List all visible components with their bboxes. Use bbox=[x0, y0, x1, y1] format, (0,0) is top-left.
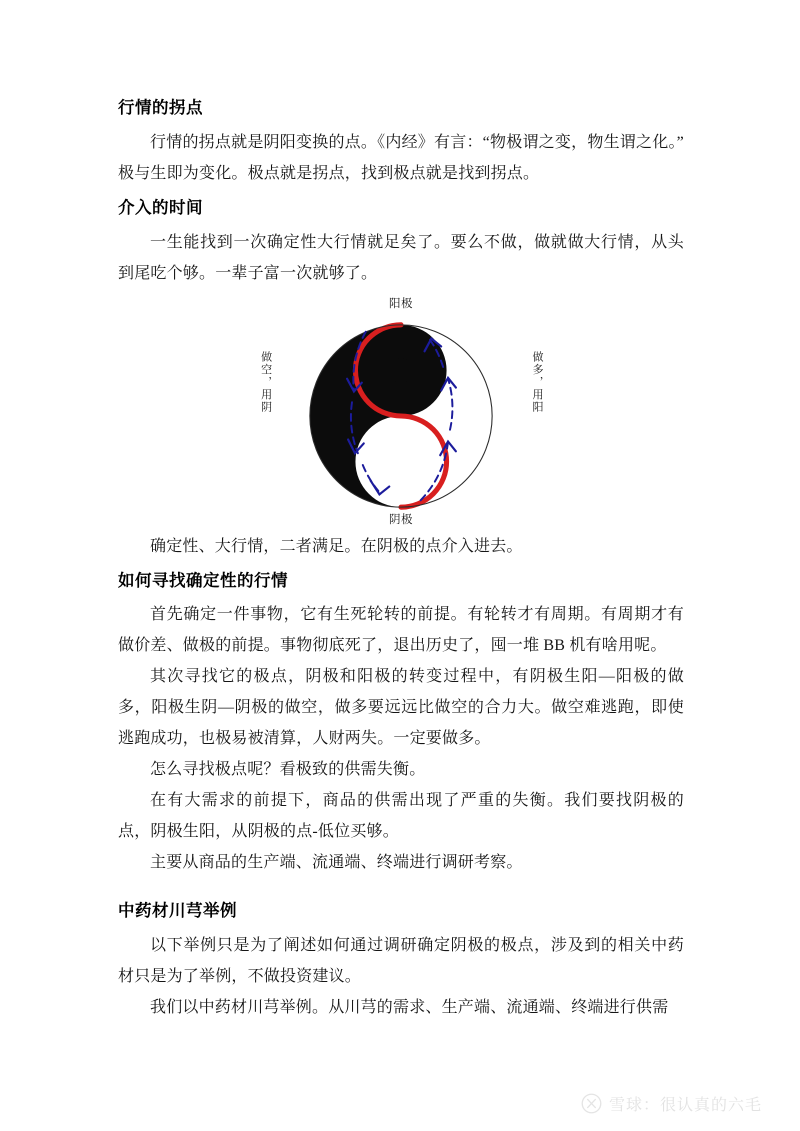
spacer bbox=[118, 562, 684, 569]
paragraph-turning-point-1: 行情的拐点就是阴阳变换的点。《内经》有言：“物极谓之变，物生谓之化。”极与生即为变化。极点就是拐点，找到极点就是找到拐点。 bbox=[118, 133, 684, 182]
spacer bbox=[118, 878, 684, 885]
heading-chuanxiong-example: 中药材川芎举例 bbox=[118, 901, 237, 921]
spacer bbox=[118, 189, 684, 196]
paragraph-certainty-4: 在有大需求的前提下，商品的供需出现了严重的失衡。我们要找阴极的点，阴极生阳，从阴极的点-低位买够。 bbox=[118, 792, 684, 841]
figure-inner bbox=[251, 295, 551, 527]
document-content bbox=[118, 96, 684, 1023]
figure-label-yang-pole: 阳极 bbox=[389, 295, 413, 310]
xueqiu-logo-icon bbox=[581, 1093, 602, 1114]
watermark-text: 雪球：很认真的六毛 bbox=[608, 1095, 762, 1114]
figure-label-yin-pole: 阴极 bbox=[389, 511, 413, 526]
taiji-symbol bbox=[303, 318, 499, 514]
heading-entry-timing: 介入的时间 bbox=[118, 197, 203, 217]
paragraph-chuanxiong-1: 以下举例只是为了阐述如何通过调研确定阴极的极点，涉及到的相关中药材只是为了举例，不做投资建议。 bbox=[118, 937, 684, 985]
figure-label-long-use-yang: 做多，用阳 bbox=[531, 350, 544, 413]
figure-caption: 确定性、大行情，二者满足。在阴极的点介入进去。 bbox=[150, 537, 523, 555]
figure-label-short-use-yin: 做空，用阴 bbox=[259, 350, 273, 413]
paragraph-certainty-1: 首先确定一件事物，它有生死轮转的前提。有轮转才有周期。有周期才有做价差、做极的前提。事物彻底死了，退出历史了，囤一堆 BB 机有啥用呢。 bbox=[118, 606, 684, 655]
paragraph-certainty-2: 其次寻找它的极点，阴极和阳极的转变过程中，有阴极生阳—阳极的做多，阳极生阴—阴极的做空，做多要远远比做空的合力大。做空难逃跑，即使逃跑成功，也极易被清算，人财两失。一定要做多。 bbox=[118, 668, 684, 748]
paragraph-entry-timing-1: 一生能找到一次确定性大行情就足矣了。要么不做，做就做大行情，从头到尾吃个够。一辈子富一次就够了。 bbox=[118, 233, 684, 282]
paragraph-certainty-3: 怎么寻找极点呢？看极致的供需失衡。 bbox=[150, 761, 426, 779]
paragraph-chuanxiong-2: 我们以中药材川芎举例。从川芎的需求、生产端、流通端、终端进行供需 bbox=[150, 999, 669, 1016]
heading-market-turning-point: 行情的拐点 bbox=[118, 98, 203, 117]
figure-taiji bbox=[118, 295, 684, 527]
watermark bbox=[581, 1092, 762, 1115]
heading-find-certainty-trend: 如何寻找确定性的行情 bbox=[118, 570, 288, 590]
paragraph-certainty-5: 主要从商品的生产端、流通端、终端进行调研考察。 bbox=[150, 854, 523, 872]
